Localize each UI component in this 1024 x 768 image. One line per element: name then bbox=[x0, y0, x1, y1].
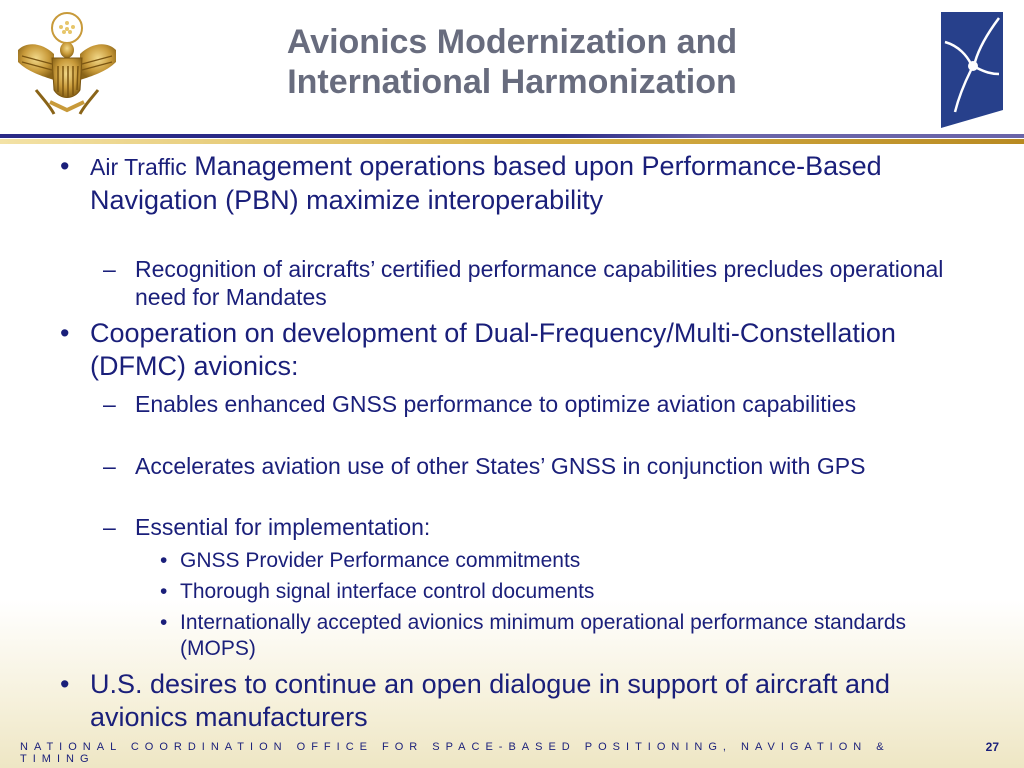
sub-sub-bullet-text: Thorough signal interface control documents bbox=[180, 580, 595, 603]
page-title bbox=[160, 22, 864, 102]
footer-organization: NATIONAL COORDINATION OFFICE FOR SPACE-BASED POSITIONING, NAVIGATION & TIMING bbox=[20, 741, 890, 765]
us-great-seal-icon bbox=[14, 10, 120, 122]
bullet-text: Cooperation on development of Dual-Frequency/Multi-Constellation (DFMC) avionics: bbox=[90, 318, 896, 381]
sub-bullet-item bbox=[103, 390, 963, 418]
bullet-text-lead: Air Traffic bbox=[90, 154, 187, 180]
bullet-marker: • bbox=[60, 318, 70, 348]
bullet-item bbox=[60, 668, 960, 734]
sub-bullet-text: Enables enhanced GNSS performance to optimize aviation capabilities bbox=[135, 391, 857, 417]
sub-bullet-item bbox=[103, 452, 963, 480]
sub-sub-bullet-text: Internationally accepted avionics minimum operational performance standards (MOPS) bbox=[180, 611, 907, 660]
dash-marker: – bbox=[103, 391, 116, 417]
sub-bullet-text: Recognition of aircrafts’ certified performance capabilities precludes operational need for Mandates bbox=[135, 256, 944, 310]
dash-marker: – bbox=[103, 256, 116, 282]
bullet-text: U.S. desires to continue an open dialogue in support of aircraft and avionics manufacturers bbox=[90, 669, 891, 732]
sub-sub-bullet-text: GNSS Provider Performance commitments bbox=[180, 549, 581, 572]
bullet-marker: • bbox=[160, 611, 168, 634]
bullet-item bbox=[60, 317, 960, 383]
dash-marker: – bbox=[103, 453, 116, 479]
sub-sub-bullet-item bbox=[160, 579, 920, 605]
bullet-marker: • bbox=[60, 151, 70, 181]
title-line-1: Avionics Modernization and bbox=[286, 23, 738, 61]
bullet-marker: • bbox=[160, 549, 168, 572]
bullet-marker: • bbox=[160, 580, 168, 603]
bullet-text bbox=[90, 150, 960, 217]
sub-bullet-text: Essential for implementation: bbox=[135, 514, 431, 540]
sub-bullet-item bbox=[103, 255, 963, 311]
sub-sub-bullet-item bbox=[160, 610, 920, 662]
bullet-item bbox=[60, 150, 960, 217]
sub-bullet-text: Accelerates aviation use of other States’ GNSS in conjunction with GPS bbox=[135, 453, 866, 479]
bullet-marker: • bbox=[60, 669, 70, 699]
pnt-star-logo-icon bbox=[941, 12, 1003, 128]
page-number: 27 bbox=[985, 740, 999, 754]
sub-bullet-item bbox=[103, 513, 963, 541]
bullet-text-main: Management operations based upon Performance-Based Navigation (PBN) maximize interoperability bbox=[90, 151, 882, 215]
title-line-2: International Harmonization bbox=[287, 63, 737, 101]
dash-marker: – bbox=[103, 514, 116, 540]
header-divider bbox=[0, 134, 1024, 145]
sub-sub-bullet-item bbox=[160, 548, 920, 574]
